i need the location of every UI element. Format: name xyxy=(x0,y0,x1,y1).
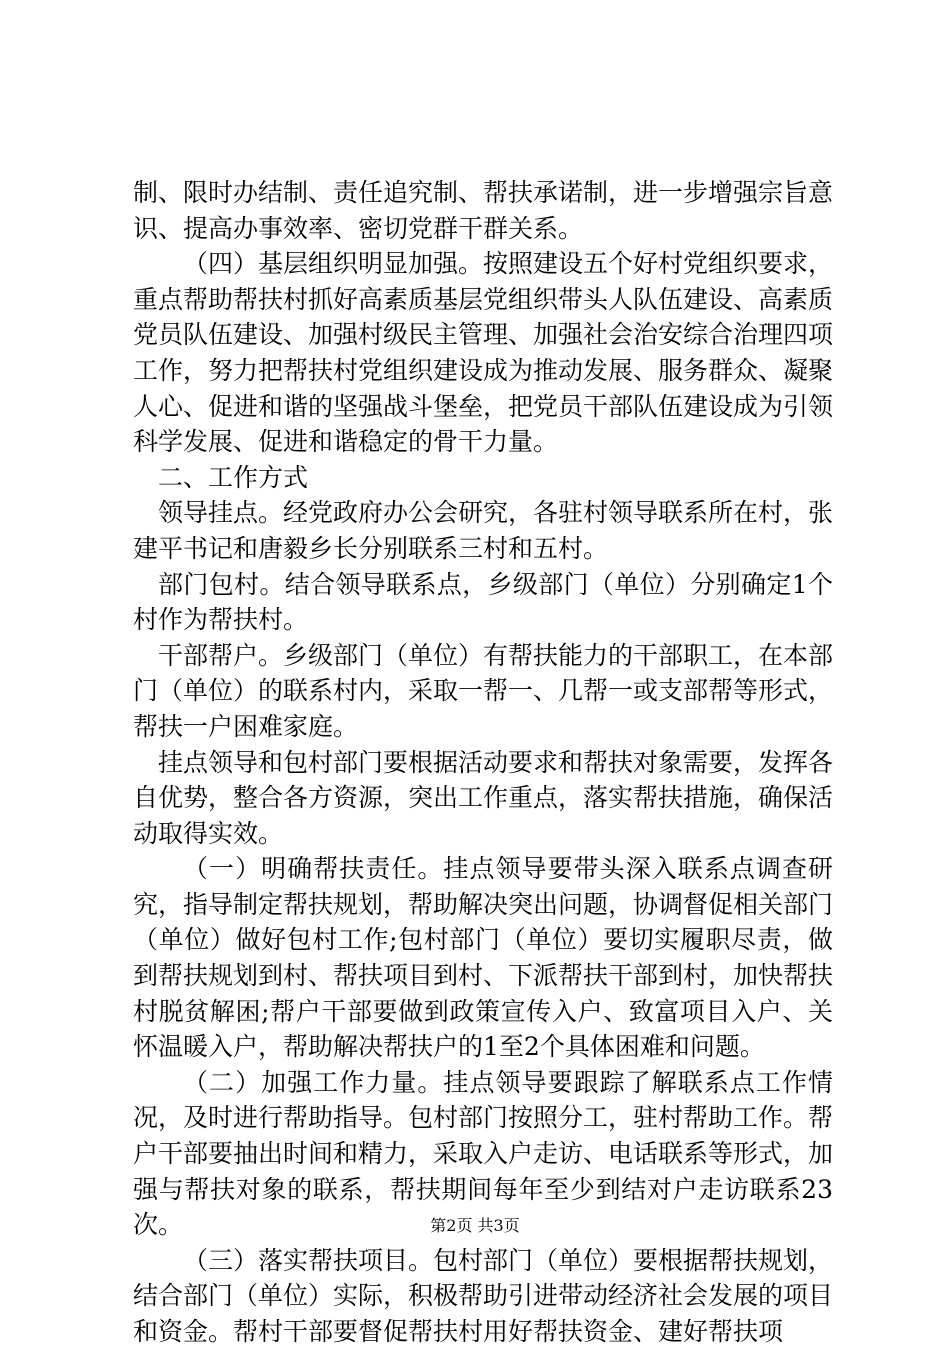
section-heading: 二、工作方式 xyxy=(158,462,309,492)
paragraph-7: （一）明确帮扶责任。挂点领导要带头深入联系点调查研究，指导制定帮扶规划，帮助解决突出问题，协调督促相关部门（单位）做好包村工作;包村部门（单位）要切实履职尽责，做到帮扶规划到村、帮扶项目到村、下派帮扶干部到村，加快帮扶村脱贫解困;帮户干部要做到政策宣传入户、致富项目入户、关怀温暖入户，帮助解决帮扶户的1至2个具体困难和问题。 xyxy=(133,854,834,1062)
paragraph-4: 部门包村。结合领导联系点，乡级部门（单位）分别确定1个村作为帮扶村。 xyxy=(133,569,833,635)
paragraph-8: （二）加强工作力量。挂点领导要跟踪了解联系点工作情况，及时进行帮助指导。包村部门按照分工，驻村帮助工作。帮户干部要抽出时间和精力，采取入户走访、电话联系等形式，加强与帮扶对象的联系，帮扶期间每年至少到结对户走访联系23次。 xyxy=(133,1067,834,1240)
page-footer xyxy=(0,1213,950,1236)
paragraph-9: （三）落实帮扶项目。包村部门（单位）要根据帮扶规划，结合部门（单位）实际，积极帮助引进带动经济社会发展的项目和资金。帮村干部要督促帮扶村用好帮扶资金、建好帮扶项 xyxy=(133,1245,834,1346)
paragraph-6: 挂点领导和包村部门要根据活动要求和帮扶对象需要，发挥各自优势，整合各方资源，突出工作重点，落实帮扶措施，确保活动取得实效。 xyxy=(133,747,834,848)
paragraph-5: 干部帮户。乡级部门（单位）有帮扶能力的干部职工，在本部门（单位）的联系村内，采取一帮一、几帮一或支部帮等形式，帮扶一户困难家庭。 xyxy=(133,640,834,741)
paragraph-1: 制、限时办结制、责任追究制、帮扶承诺制，进一步增强宗旨意识、提高办事效率、密切党群干群关系。 xyxy=(133,178,834,243)
paragraph-2: （四）基层组织明显加强。按照建设五个好村党组织要求，重点帮助帮扶村抓好高素质基层党组织带头人队伍建设、高素质党员队伍建设、加强村级民主管理、加强社会治安综合治理四项工作，努力把帮扶村党组织建设成为推动发展、服务群众、凝聚人心、促进和谐的坚强战斗堡垒，把党员干部队伍建设成为引领科学发展、促进和谐稳定的骨干力量。 xyxy=(133,249,834,457)
paragraph-3: 领导挂点。经党政府办公会研究，各驻村领导联系所在村，张建平书记和唐毅乡长分别联系三村和五村。 xyxy=(133,498,834,563)
page-number: 第2页 共3页 xyxy=(430,1216,520,1235)
document-body xyxy=(133,175,833,1350)
